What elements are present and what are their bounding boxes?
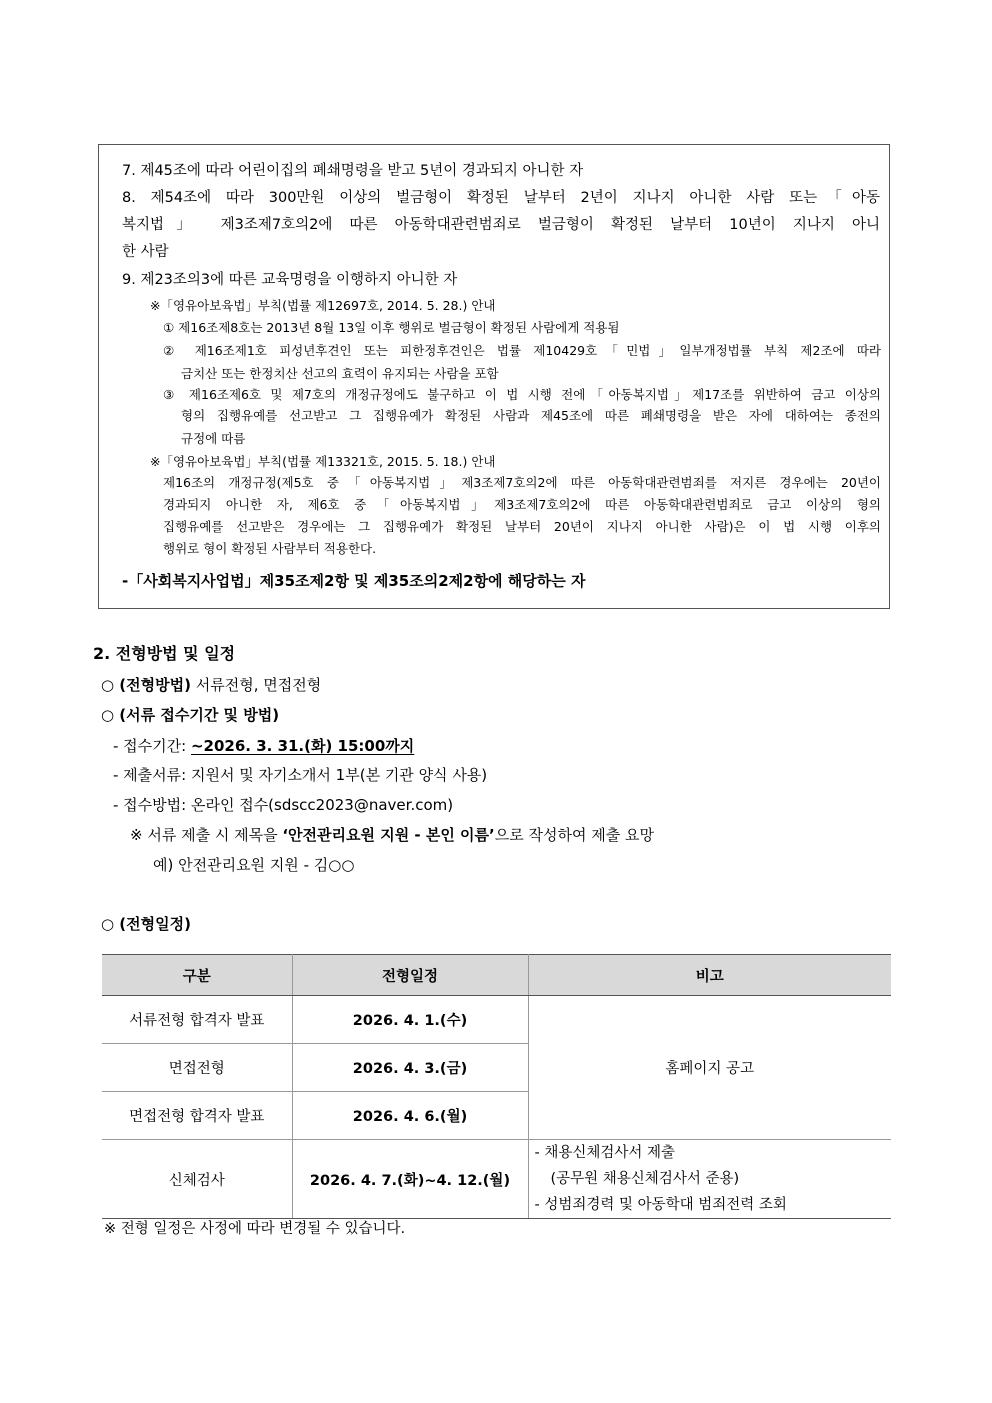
note1-clause3-line2: 형의 집행유예를 선고받고 그 집행유예가 확정된 사람과 제45조에 따른 폐쇄명령을 받은 자에 대하여는 종전의	[181, 408, 881, 423]
note1-clause3-line3: 규정에 따름	[181, 431, 246, 446]
item-9: 9. 제23조의3에 따른 교육명령을 이행하지 아니한 자	[122, 272, 458, 288]
schedule-label: ○ (전형일정)	[101, 915, 191, 933]
stage-cell: 면접전형	[102, 1044, 292, 1092]
item-8-line3: 한 사람	[122, 244, 169, 260]
stage-cell: 서류전형 합격자 발표	[102, 996, 292, 1044]
item-7: 7. 제45조에 따라 어린이집의 폐쇄명령을 받고 5년이 경과되지 아니한 자	[122, 163, 584, 179]
title-note-suffix: 으로 작성하여 제출 요망	[494, 826, 654, 844]
note-line: - 채용신체검사서 제출	[534, 1145, 676, 1161]
note1-clause3-line1: ③ 제16조제6호 및 제7호의 개정규정에도 불구하고 이 법 시행 전에「아동복지법」제17조를 위반하여 금고 이상의	[163, 387, 881, 402]
note2-line3: 집행유예를 선고받은 경우에는 그 집행유예가 확정된 날부터 20년이 지나지 아니한 사람)은 이 법 시행 이후의	[163, 519, 881, 534]
table-row	[102, 996, 891, 1044]
note-line: - 성범죄경력 및 아동학대 범죄전력 조회	[534, 1197, 787, 1213]
header-stage: 구분	[102, 955, 292, 996]
date-cell: 2026. 4. 3.(금)	[292, 1044, 528, 1092]
note1-clause2-line2: 금치산 또는 한정치산 선고의 효력이 유지되는 사람을 포함	[181, 366, 499, 381]
schedule-footnote: ※ 전형 일정은 사정에 따라 변경될 수 있습니다.	[104, 1221, 406, 1237]
period-label: - 접수기간:	[113, 737, 191, 755]
note1-clause2-line1: ② 제16조제1호 피성년후견인 또는 피한정후견인은 법률 제10429호「민법」일부개정법률 부칙 제2조에 따라	[163, 343, 881, 358]
table-header-row	[102, 955, 891, 996]
social-welfare-item: -「사회복지사업법」제35조제2항 및 제35조의2제2항에 해당하는 자	[122, 572, 586, 590]
section-title: 2. 전형방법 및 일정	[93, 644, 236, 663]
note2-title: ※「영유아보육법」부칙(법률 제13321호, 2015. 5. 18.) 안내	[150, 454, 496, 469]
note1-clause1: ① 제16조제8호는 2013년 8월 13일 이후 행위로 벌금형이 확정된 사람에게 적용됨	[163, 320, 620, 335]
method-label: ○ (전형방법)	[101, 676, 191, 694]
doc-label: ○ (서류 접수기간 및 방법)	[101, 706, 280, 724]
example-line: 예) 안전관리요원 지원 - 김○○	[153, 856, 355, 874]
table-row	[102, 1140, 891, 1219]
note1-title: ※「영유아보육법」부칙(법률 제12697호, 2014. 5. 28.) 안내	[150, 298, 496, 313]
date-cell: 2026. 4. 7.(화)~4. 12.(월)	[292, 1140, 528, 1219]
schedule-table	[102, 954, 891, 1219]
item-8-line2: 복지법」 제3조제7호의2에 따른 아동학대관련범죄로 벌금형이 확정된 날부터 10년이 지나지 아니	[122, 217, 880, 233]
title-note	[130, 828, 654, 843]
homepage-notice-cell: 홈페이지 공고	[528, 996, 891, 1140]
medical-note-cell	[528, 1140, 891, 1219]
stage-cell: 신체검사	[102, 1140, 292, 1219]
date-cell: 2026. 4. 6.(월)	[292, 1092, 528, 1140]
header-date: 전형일정	[292, 955, 528, 996]
note2-line2: 경과되지 아니한 자, 제6호 중「아동복지법」제3조제7호의2에 따른 아동학대관련범죄로 금고 이상의 형의	[163, 497, 881, 512]
header-note: 비고	[528, 955, 891, 996]
note-line: (공무원 채용신체검사서 준용)	[550, 1171, 740, 1187]
docs-line: - 제출서류: 지원서 및 자기소개서 1부(본 기관 양식 사용)	[113, 766, 488, 784]
method-value: 서류전형, 면접전형	[190, 676, 322, 694]
note2-line4: 행위로 형이 확정된 사람부터 적용한다.	[163, 541, 377, 556]
item-8-line1: 8. 제54조에 따라 300만원 이상의 벌금형이 확정된 날부터 2년이 지나지 아니한 사람 또는「아동	[122, 190, 880, 206]
submit-method-line: - 접수방법: 온라인 접수(sdscc2023@naver.com)	[113, 796, 454, 814]
period-line	[113, 739, 414, 754]
title-note-prefix: ※ 서류 제출 시 제목을	[130, 826, 283, 844]
title-note-bold: ‘안전관리요원 지원 - 본인 이름’	[282, 826, 495, 844]
period-value: ~2026. 3. 31.(화) 15:00까지	[190, 737, 415, 755]
note2-line1: 제16조의 개정규정(제5호 중「아동복지법」제3조제7호의2에 따른 아동학대관련범죄를 저지른 경우에는 20년이	[163, 475, 881, 490]
date-cell: 2026. 4. 1.(수)	[292, 996, 528, 1044]
method-line	[101, 678, 321, 693]
stage-cell: 면접전형 합격자 발표	[102, 1092, 292, 1140]
